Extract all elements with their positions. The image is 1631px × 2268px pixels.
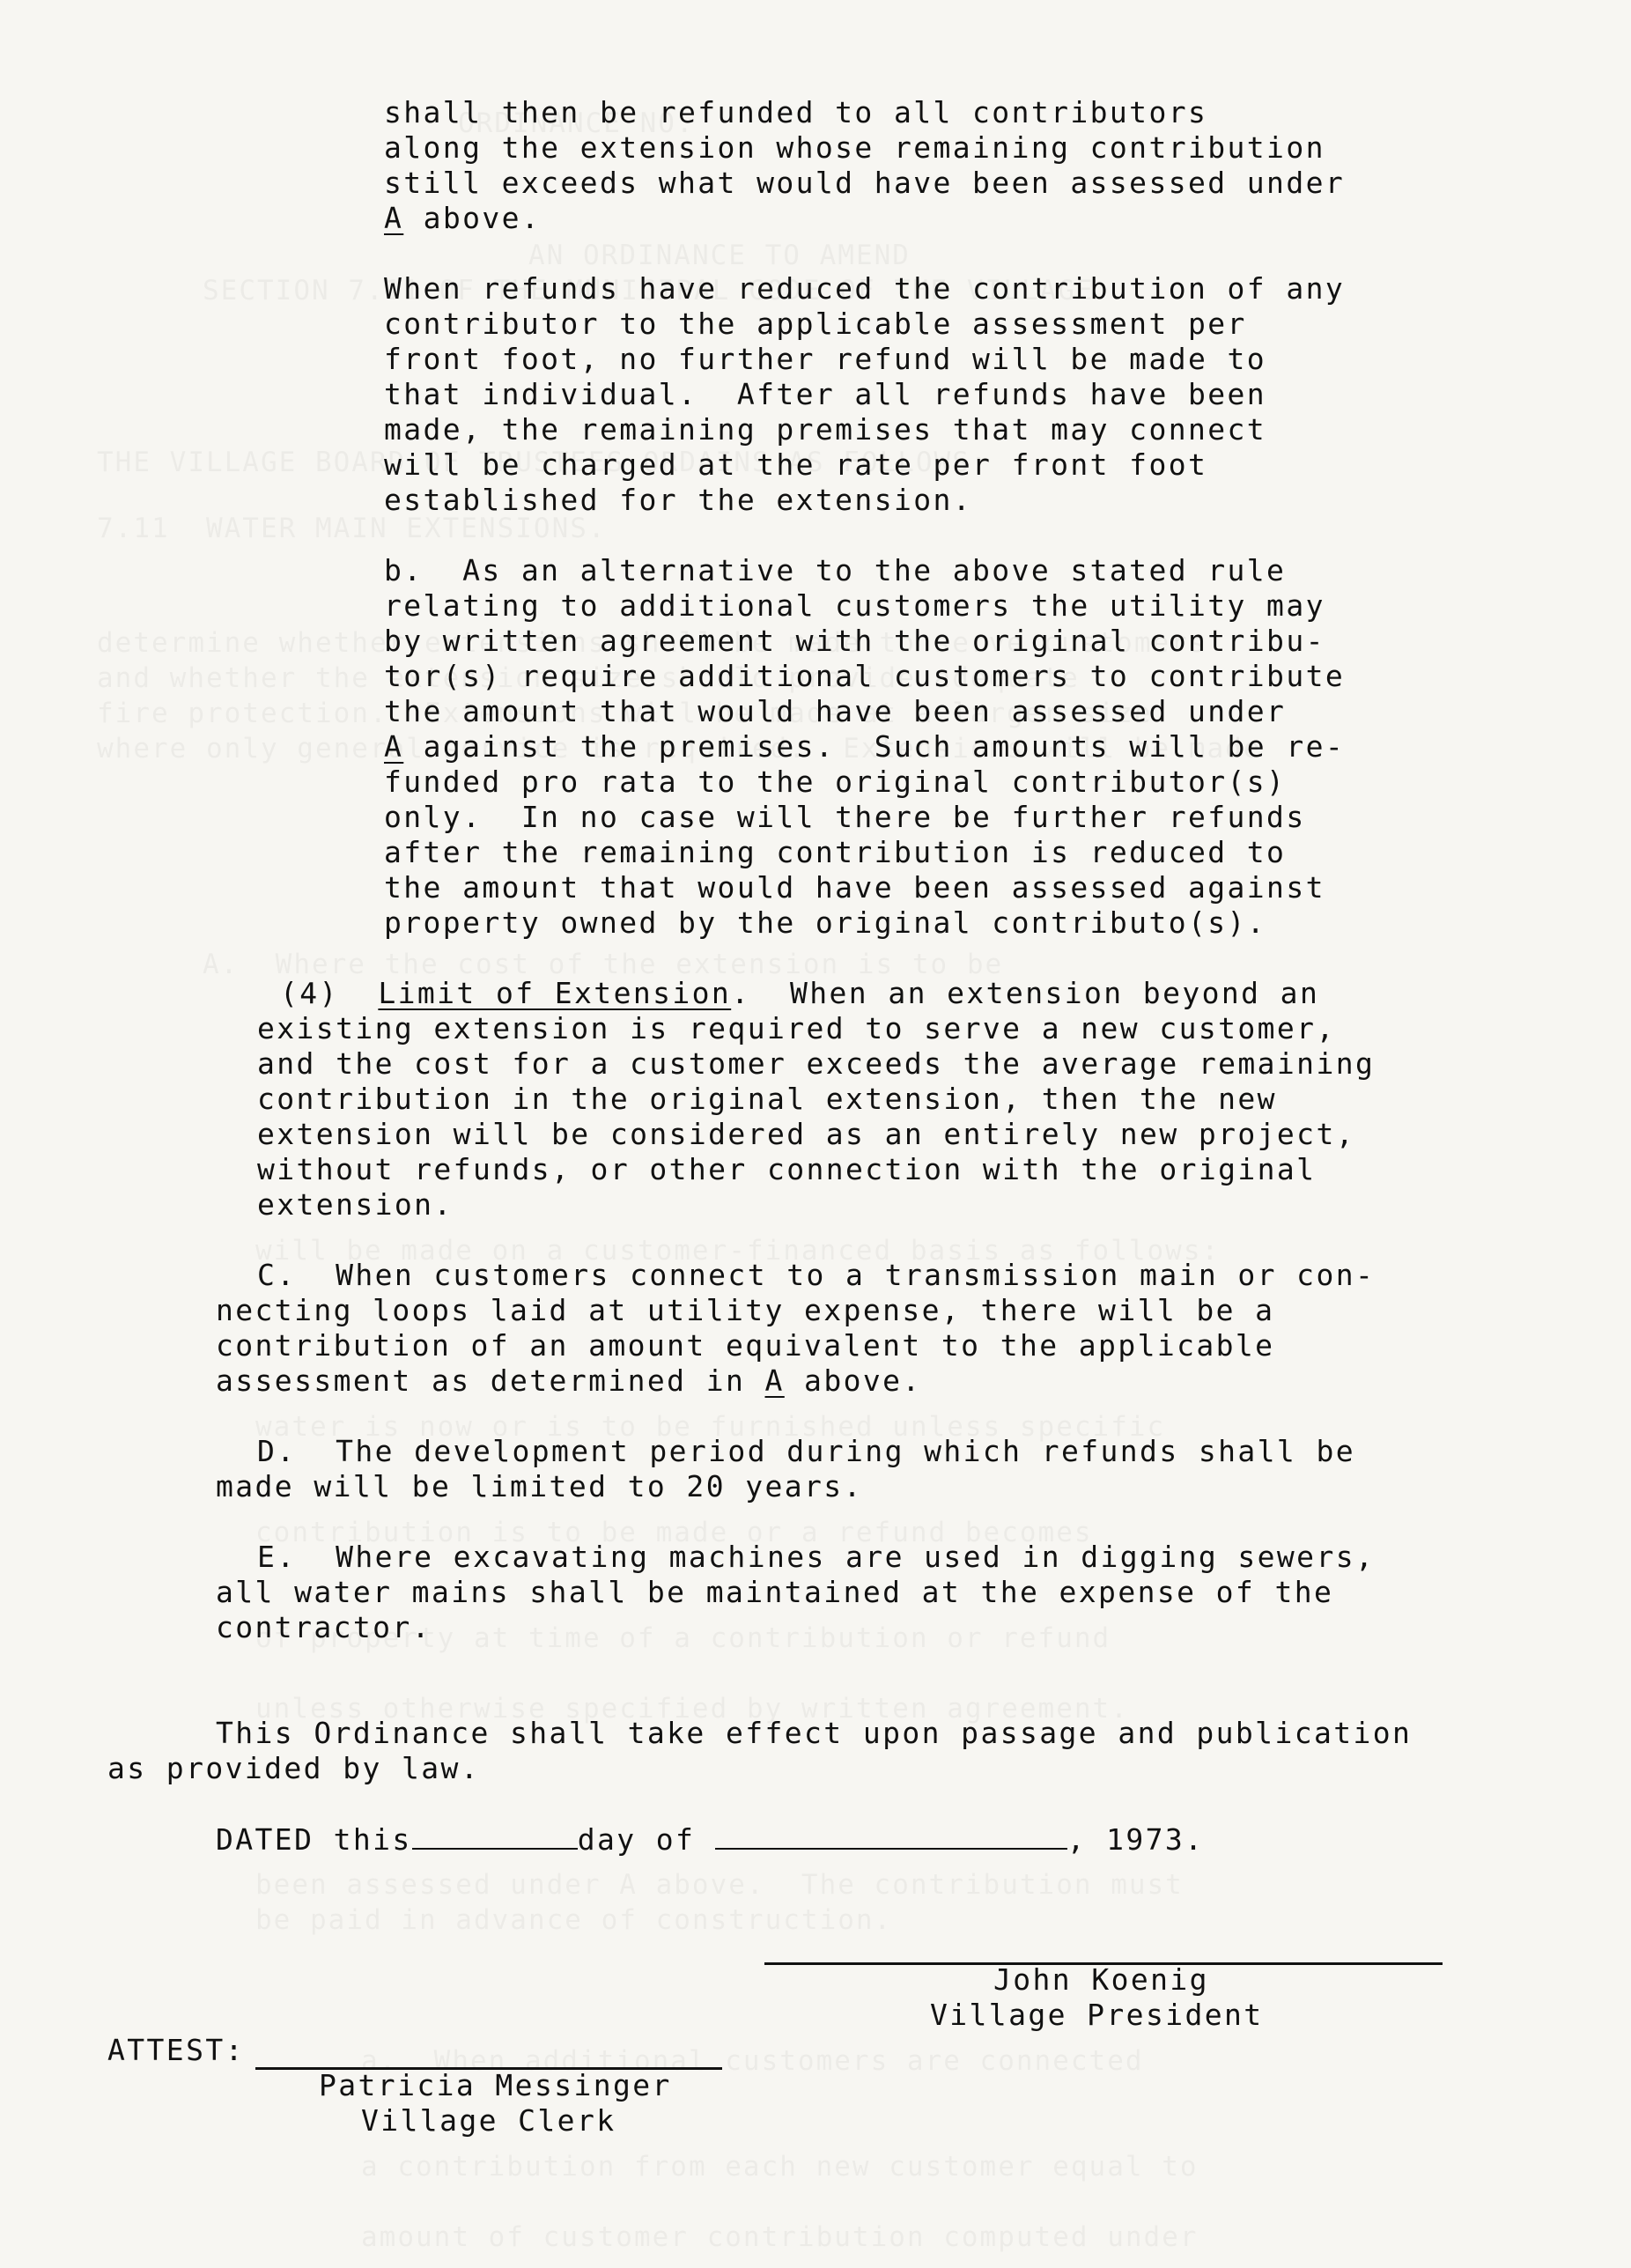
text-line: [384, 201, 541, 236]
section-number: (4): [280, 976, 339, 1010]
text-line: all water mains shall be maintained at the expense of the: [216, 1575, 1334, 1609]
text-line: [384, 729, 1345, 765]
text-line: made, the remaining premises that may connect: [384, 412, 1267, 447]
text-line: contractor.: [216, 1610, 432, 1644]
text-line: established for the extension.: [384, 483, 973, 517]
text-fragment: against the premises. Such amounts will be re-: [423, 729, 1346, 764]
text-line: made will be limited to 20 years.: [216, 1469, 863, 1503]
text-fragment: above.: [423, 201, 542, 235]
bleed-through: [528, 238, 911, 273]
text-line: that individual. After all refunds have been: [384, 377, 1267, 411]
text-line: extension will be considered as an entirely new project,: [257, 1117, 1355, 1151]
text-fragment: DATED this: [216, 1822, 412, 1857]
text-line: b. As an alternative to the above stated rule: [384, 553, 1287, 587]
text-line: contributor to the applicable assessment per: [384, 307, 1247, 341]
text-fragment: . When an extension beyond an: [731, 976, 1320, 1010]
text-line: only. In no case will there be further refunds: [384, 800, 1306, 834]
text-line: E. Where excavating machines are used in digging sewers,: [257, 1540, 1376, 1574]
text-line: [216, 1363, 922, 1399]
text-line: front foot, no further refund will be made to: [384, 342, 1267, 376]
text-line: along the extension whose remaining contribution: [384, 130, 1325, 165]
text-line: contribution of an amount equivalent to the applicable: [216, 1328, 1275, 1363]
text-line: existing extension is required to serve a new customer,: [257, 1011, 1336, 1045]
text-line: necting loops laid at utility expense, there will be a: [216, 1293, 1275, 1327]
bleed-through: [361, 2149, 1199, 2184]
dated-line: [216, 1821, 1204, 1858]
text-line: This Ordinance shall take effect upon passage and publication: [216, 1716, 1413, 1750]
text-line: after the remaining contribution is reduced to: [384, 835, 1287, 869]
text-fragment: above.: [784, 1363, 922, 1398]
text-line: by written agreement with the original contribu-: [384, 624, 1325, 658]
text-line: C. When customers connect to a transmission main or con-: [257, 1258, 1376, 1292]
section-reference: A: [384, 201, 404, 235]
text-line: tor(s) require additional customers to contribute: [384, 659, 1346, 693]
president-name: John Koenig: [993, 1962, 1209, 1997]
president-title: Village President: [930, 1998, 1264, 2032]
text-line: shall then be refunded to all contributors: [384, 95, 1208, 129]
text-line: without refunds, or other connection with the original: [257, 1152, 1317, 1186]
text-line: and the cost for a customer exceeds the average remaining: [257, 1046, 1376, 1081]
section-heading: Limit of Extension: [378, 976, 732, 1010]
section-reference: A: [764, 1363, 785, 1398]
section-heading-line: [280, 976, 1319, 1011]
text-line: the amount that would have been assessed under: [384, 694, 1287, 728]
text-fragment: day of: [577, 1822, 696, 1857]
text-line: relating to additional customers the utility may: [384, 588, 1325, 623]
text-line: will be charged at the rate per front foot: [384, 447, 1208, 482]
text-line: still exceeds what would have been assessed under: [384, 166, 1346, 200]
month-blank: [715, 1821, 1067, 1850]
text-line: as provided by law.: [107, 1751, 481, 1785]
bleed-through: [255, 1867, 1184, 1902]
text-fragment: , 1973.: [1066, 1822, 1205, 1857]
text-line: When refunds have reduced the contribution of any: [384, 271, 1346, 306]
day-blank: [412, 1821, 578, 1850]
text-line: property owned by the original contributo(s).: [384, 905, 1267, 940]
clerk-name: Patricia Messinger: [319, 2068, 672, 2102]
text-line: extension.: [257, 1187, 454, 1222]
text-fragment: assessment as determined in: [216, 1363, 765, 1398]
text-line: funded pro rata to the original contributor(s): [384, 765, 1287, 799]
section-reference: A: [384, 729, 404, 764]
bleed-through: [361, 2220, 1199, 2255]
text-line: the amount that would have been assessed against: [384, 870, 1325, 905]
bleed-through: [255, 1902, 892, 1938]
text-line: D. The development period during which refunds shall be: [257, 1434, 1355, 1468]
attest-label: ATTEST:: [107, 2033, 245, 2067]
text-line: contribution in the original extension, then the new: [257, 1082, 1277, 1116]
clerk-title: Village Clerk: [361, 2103, 616, 2138]
